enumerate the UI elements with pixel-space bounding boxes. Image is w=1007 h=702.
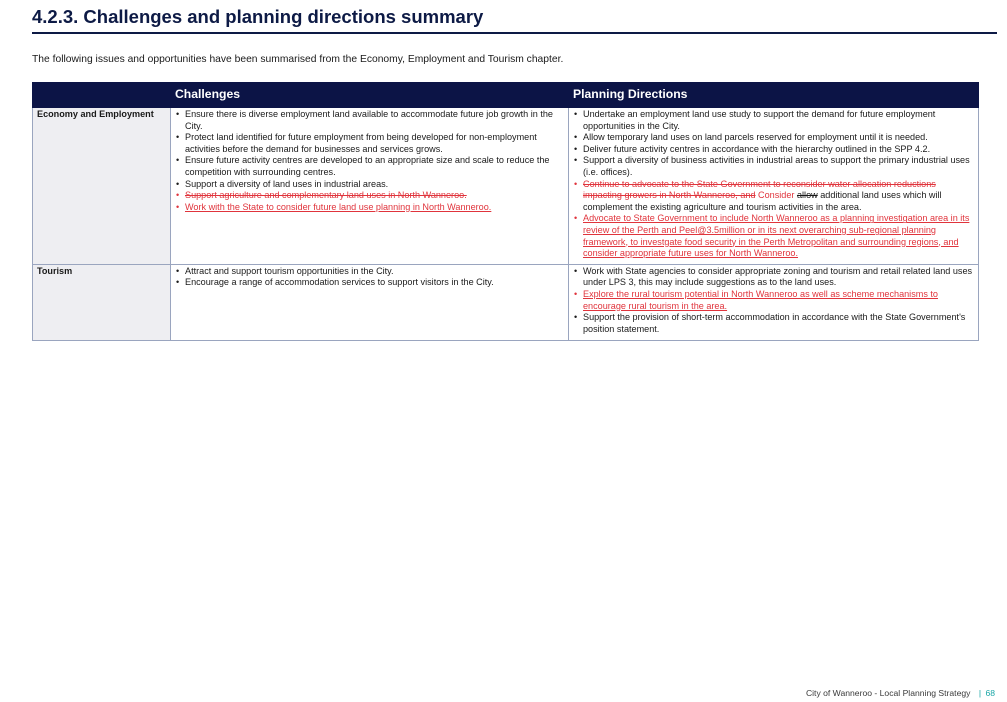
directions-cell bbox=[569, 264, 979, 340]
list-item: • Support a diversity of land uses in industrial areas. bbox=[175, 179, 564, 191]
table-row bbox=[33, 108, 979, 265]
list-item-tracked-change bbox=[573, 179, 974, 214]
list-item-inserted bbox=[573, 289, 974, 312]
list-item-deleted bbox=[175, 190, 564, 202]
table-header-row bbox=[33, 83, 979, 108]
footer-separator: | bbox=[978, 688, 982, 698]
inserted-text: Work with the State to consider future land use planning in North Wanneroo. bbox=[185, 201, 492, 212]
list-item: • Protect land identified for future employment from being developed for non-employment activities before the demand for businesses and services grows. bbox=[175, 132, 564, 155]
intro-paragraph: The following issues and opportunities have been summarised from the Economy, Employment and Tourism chapter. bbox=[32, 54, 564, 65]
footer-page-number: 68 bbox=[985, 688, 995, 698]
challenges-cell bbox=[171, 264, 569, 340]
directions-cell bbox=[569, 108, 979, 265]
list-item: • Encourage a range of accommodation services to support visitors in the City. bbox=[175, 277, 564, 289]
list-item: • Ensure future activity centres are developed to an appropriate size and scale to reduce the competition with surrounding centres. bbox=[175, 155, 564, 178]
row-theme-economy: Economy and Employment bbox=[33, 108, 171, 265]
remaining-text: additional land uses which will complement the existing agriculture and tourism activities in the area. bbox=[583, 190, 942, 212]
list-item: • Work with State agencies to consider appropriate zoning and tourism and retail related land uses under LPS 3, this may include suggestions as to the land uses. bbox=[573, 266, 974, 289]
challenges-cell bbox=[171, 108, 569, 265]
struck-text: allow bbox=[796, 190, 818, 201]
header-blank bbox=[33, 83, 171, 108]
inserted-text: Consider bbox=[755, 190, 795, 201]
deleted-text: Continue to advocate to the State Government to reconsider water allocation reductions impacting growers in North Wanneroo, and bbox=[583, 178, 936, 201]
page-footer bbox=[806, 688, 995, 698]
list-item: • Attract and support tourism opportunities in the City. bbox=[175, 266, 564, 278]
inserted-text: Explore the rural tourism potential in North Wanneroo as well as scheme mechanisms to encourage rural tourism in the area. bbox=[583, 288, 938, 311]
table-row bbox=[33, 264, 979, 340]
list-item: • Support a diversity of business activities in industrial areas to support the primary industrial uses (i.e. offices). bbox=[573, 155, 974, 178]
list-item-inserted bbox=[175, 202, 564, 214]
header-planning-directions: Planning Directions bbox=[569, 83, 979, 108]
footer-document-name: City of Wanneroo - Local Planning Strategy bbox=[805, 688, 971, 698]
header-challenges: Challenges bbox=[171, 83, 569, 108]
page-title: 4.2.3. Challenges and planning directions summary bbox=[32, 6, 997, 34]
list-item: • Ensure there is diverse employment land available to accommodate future job growth in the City. bbox=[175, 109, 564, 132]
list-item: • Support the provision of short-term accommodation in accordance with the State Government's position statement. bbox=[573, 312, 974, 335]
inserted-text: Advocate to State Government to include North Wanneroo as a planning investigation area in its review of the Perth and Peel@3.5million or in its next overarching sub-regional planning framework, to investgate food security in the Perth Metropolitan and surrounding regions, and consider appropriate future uses for North Wanneroo. bbox=[583, 213, 970, 259]
list-item: • Undertake an employment land use study to support the demand for future employment opportunities in the City. bbox=[573, 109, 974, 132]
list-item: • Deliver future activity centres in accordance with the hierarchy outlined in the SPP 4.2. bbox=[573, 144, 974, 156]
deleted-text: Support agriculture and complementary land uses in North Wanneroo. bbox=[185, 190, 467, 201]
summary-table bbox=[32, 82, 979, 341]
list-item: • Allow temporary land uses on land parcels reserved for employment until it is needed. bbox=[573, 132, 974, 144]
list-item-inserted bbox=[573, 213, 974, 259]
row-theme-tourism: Tourism bbox=[33, 264, 171, 340]
